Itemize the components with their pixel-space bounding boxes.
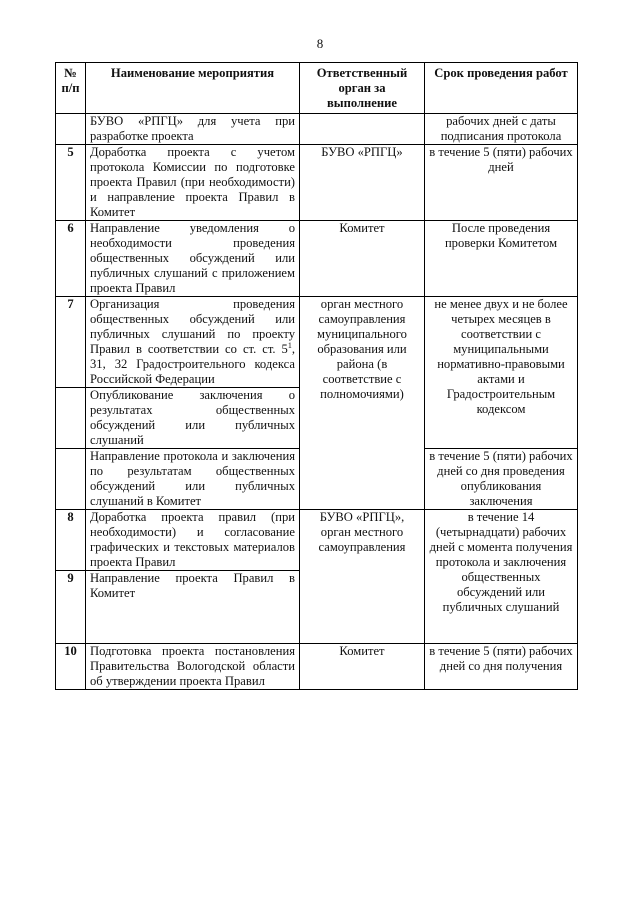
row-deadline: После проведения проверки Комитетом bbox=[425, 221, 578, 297]
row-responsible: БУВО «РПГЦ» bbox=[300, 145, 425, 221]
row-name bbox=[86, 297, 300, 388]
table-row bbox=[56, 644, 578, 690]
row-name-part: Организация проведения общественных обсуждений или публичных слушаний по проекту Правил в соответствии со ст. ст. 5 bbox=[90, 297, 295, 356]
row-responsible bbox=[300, 114, 425, 145]
footnote-superscript: 1 bbox=[287, 340, 292, 350]
header-name: Наименование мероприятия bbox=[86, 63, 300, 114]
row-deadline: рабочих дней с даты подписания протокола bbox=[425, 114, 578, 145]
schedule-table bbox=[55, 62, 578, 690]
row-deadline: не менее двух и не более четырех месяцев в соответствии с муниципальными нормативно-правовыми актами и Градостроительным кодексом bbox=[425, 297, 578, 449]
row-name: Направление уведомления о необходимости проведения общественных обсуждений или публичных слушаний с приложением проекта Правил bbox=[86, 221, 300, 297]
row-number: 7 bbox=[56, 297, 86, 388]
row-deadline: в течение 5 (пяти) рабочих дней со дня проведения опубликования заключения bbox=[425, 449, 578, 510]
row-number bbox=[56, 114, 86, 145]
row-deadline: в течение 5 (пяти) рабочих дней bbox=[425, 145, 578, 221]
table-header-row bbox=[56, 63, 578, 114]
row-name: Подготовка проекта постановления Правительства Вологодской области об утверждении проекта Правил bbox=[86, 644, 300, 690]
header-responsible: Ответственный орган за выполнение bbox=[300, 63, 425, 114]
row-name: Направление проекта Правил в Комитет bbox=[86, 571, 300, 644]
row-responsible: БУВО «РПГЦ», орган местного самоуправления bbox=[300, 510, 425, 644]
table-row bbox=[56, 221, 578, 297]
row-number bbox=[56, 388, 86, 449]
header-deadline: Срок проведения работ bbox=[425, 63, 578, 114]
row-name: Доработка проекта с учетом протокола Комиссии по подготовке проекта Правил (при необходимости) и направление проекта Правил в Комитет bbox=[86, 145, 300, 221]
row-number: 5 bbox=[56, 145, 86, 221]
row-number: 9 bbox=[56, 571, 86, 644]
table-row bbox=[56, 510, 578, 571]
row-name-part: , 31, 32 Градостроительного кодекса Российской Федерации bbox=[90, 342, 295, 386]
table-row bbox=[56, 114, 578, 145]
row-responsible: орган местного самоуправления муниципального образования или района (в соответствие с полномочиями) bbox=[300, 297, 425, 510]
row-name: Опубликование заключения о результатах общественных обсуждений или публичных слушаний bbox=[86, 388, 300, 449]
row-number bbox=[56, 449, 86, 510]
header-num: № п/п bbox=[56, 63, 86, 114]
row-deadline: в течение 5 (пяти) рабочих дней со дня получения bbox=[425, 644, 578, 690]
row-responsible: Комитет bbox=[300, 644, 425, 690]
row-number: 8 bbox=[56, 510, 86, 571]
row-responsible: Комитет bbox=[300, 221, 425, 297]
row-number: 6 bbox=[56, 221, 86, 297]
table-row bbox=[56, 297, 578, 388]
row-name: БУВО «РПГЦ» для учета при разработке проекта bbox=[86, 114, 300, 145]
page-number: 8 bbox=[316, 36, 324, 51]
row-name: Доработка проекта правил (при необходимости) и согласование графических и текстовых материалов проекта Правил bbox=[86, 510, 300, 571]
table-row bbox=[56, 145, 578, 221]
row-name: Направление протокола и заключения по результатам общественных обсуждений или публичных слушаний в Комитет bbox=[86, 449, 300, 510]
row-number: 10 bbox=[56, 644, 86, 690]
row-deadline: в течение 14 (четырнадцати) рабочих дней с момента получения протокола и заключения общественных обсуждений или публичных слушаний bbox=[425, 510, 578, 644]
